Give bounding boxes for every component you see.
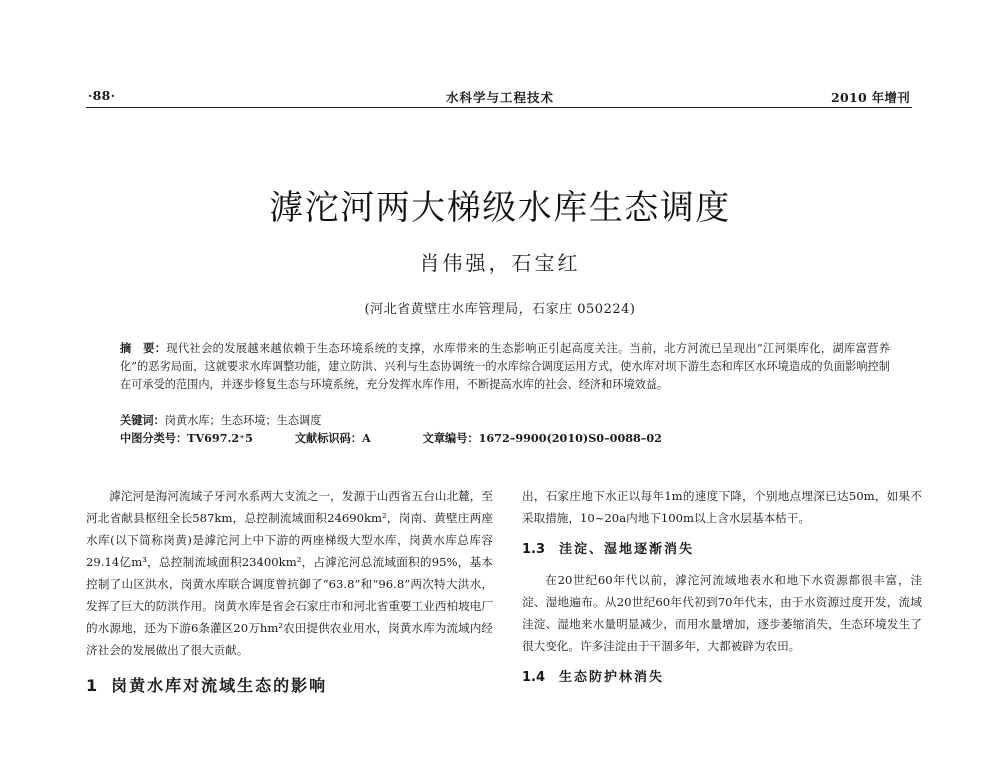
author-affiliation: (河北省黄壁庄水库管理局，石家庄 050224) — [364, 302, 636, 317]
clc-number: 中图分类号：TV697.2⁺5 — [120, 431, 253, 445]
body-paragraph-continued: 出，石家庄地下水正以每年1m的速度下降，个别地点埋深已达50m，如果不采取措施，10~20a内地下100m以上含水层基本枯干。 — [522, 489, 922, 525]
issue-label: 2010 年增刊 — [830, 90, 910, 105]
header-rule — [86, 107, 912, 108]
body-paragraph: 滹沱河是海河流域子牙河水系两大支流之一，发源于山西省五台山北麓，至河北省献县枢纽全长587km，总控制流域面积24690km²，岗南、黄壁庄两座水库(以下简称岗黄)是滹沱河上中下游的两座梯级大型水库，岗黄水库总库容29.14亿m³，总控制流域面积23400km²，占滹沱河总流域面积的95%，基本控制了山区洪水，岗黄水库联合调度曾抗御了“63.8”和“96.8”两次特大洪水，发挥了巨大的防洪作用。岗黄水库是省会石家庄市和河北省重要工业西柏坡电厂的水源地，还为下游6条灌区20万hm²农田提供农业用水，岗黄水库为流域内经济社会的发展做出了很大贡献。 — [86, 489, 493, 657]
article-authors: 肖伟强，石宝红 — [419, 251, 581, 275]
article-title: 滹沱河两大梯级水库生态调度 — [269, 188, 731, 228]
article-number: 文章编号：1672–9900(2010)S0–0088–02 — [422, 431, 662, 445]
page-number: ·88· — [88, 88, 116, 103]
keywords-text: 岗黄水库；生态环境；生态调度 — [164, 414, 322, 427]
section-heading-1-4: 1.4 生态防护林消失 — [522, 670, 665, 685]
abstract-label: 摘 要： — [120, 341, 167, 355]
body-paragraph: 在20世纪60年代以前，滹沱河流域地表水和地下水资源都很丰富，洼淀、湿地遍布。从20世纪60年代初到70年代末，由于水资源过度开发，流域洼淀、湿地来水量明显减少，而用水量增加，逐步萎缩消失，生态环境发生了很大变化。许多洼淀由于干涸多年，大都被辟为农田。 — [522, 573, 922, 653]
body-column-right — [522, 485, 922, 697]
body-column-left — [86, 485, 493, 705]
keywords — [120, 411, 321, 430]
document-code: 文献标识码：A — [294, 431, 371, 445]
keywords-label: 关键词： — [120, 413, 165, 427]
journal-name: 水科学与工程技术 — [445, 90, 554, 105]
section-heading-1-3: 1.3 洼淀、湿地逐渐消失 — [522, 542, 695, 557]
abstract — [120, 339, 890, 395]
classification-line — [120, 429, 662, 447]
abstract-text: 现代社会的发展越来越依赖于生态环境系统的支撑，水库带来的生态影响正引起高度关注。当前，北方河流已呈现出“江河渠库化，湖库富营养化”的恶劣局面，这就要求水库调整功能，建立防洪、兴利与生态协调统一的水库综合调度运用方式，使水库对坝下游生态和库区水环境造成的负面影响控制在可承受的范围内，并逐步修复生态与环境系统，充分发挥水库作用，不断提高水库的社会、经济和环境效益。 — [120, 342, 890, 392]
section-heading-1: 1 岗黄水库对流域生态的影响 — [86, 676, 328, 695]
